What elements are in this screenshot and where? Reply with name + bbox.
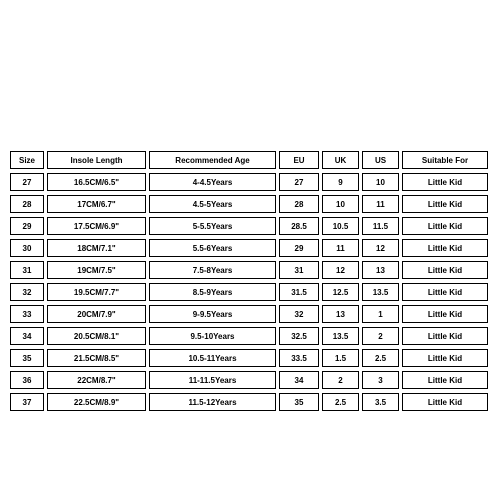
cell-us: 12	[362, 239, 399, 257]
cell-recommended-age: 10.5-11Years	[149, 349, 276, 367]
cell-uk: 2	[322, 371, 359, 389]
cell-uk: 12	[322, 261, 359, 279]
cell-insole-length: 22.5CM/8.9"	[47, 393, 146, 411]
cell-insole-length: 16.5CM/6.5"	[47, 173, 146, 191]
cell-us: 3.5	[362, 393, 399, 411]
cell-suitable-for: Little Kid	[402, 305, 488, 323]
cell-suitable-for: Little Kid	[402, 239, 488, 257]
cell-eu: 31.5	[279, 283, 319, 301]
cell-insole-length: 20.5CM/8.1"	[47, 327, 146, 345]
cell-insole-length: 17.5CM/6.9"	[47, 217, 146, 235]
cell-size: 29	[10, 217, 44, 235]
cell-eu: 27	[279, 173, 319, 191]
table-row	[10, 393, 488, 411]
cell-size: 31	[10, 261, 44, 279]
cell-suitable-for: Little Kid	[402, 217, 488, 235]
cell-suitable-for: Little Kid	[402, 393, 488, 411]
cell-uk: 2.5	[322, 393, 359, 411]
cell-recommended-age: 4-4.5Years	[149, 173, 276, 191]
header-size: Size	[10, 151, 44, 169]
cell-insole-length: 19.5CM/7.7"	[47, 283, 146, 301]
cell-suitable-for: Little Kid	[402, 195, 488, 213]
table-row	[10, 349, 488, 367]
cell-size: 35	[10, 349, 44, 367]
cell-us: 10	[362, 173, 399, 191]
cell-recommended-age: 9.5-10Years	[149, 327, 276, 345]
cell-eu: 32	[279, 305, 319, 323]
cell-uk: 10.5	[322, 217, 359, 235]
cell-recommended-age: 11-11.5Years	[149, 371, 276, 389]
cell-us: 11.5	[362, 217, 399, 235]
cell-us: 2.5	[362, 349, 399, 367]
cell-size: 36	[10, 371, 44, 389]
cell-uk: 13.5	[322, 327, 359, 345]
cell-suitable-for: Little Kid	[402, 371, 488, 389]
header-recommended-age: Recommended Age	[149, 151, 276, 169]
cell-us: 13.5	[362, 283, 399, 301]
table-row	[10, 239, 488, 257]
size-chart-table	[7, 147, 491, 415]
cell-size: 34	[10, 327, 44, 345]
cell-uk: 12.5	[322, 283, 359, 301]
header-eu: EU	[279, 151, 319, 169]
header-us: US	[362, 151, 399, 169]
cell-uk: 1.5	[322, 349, 359, 367]
cell-insole-length: 22CM/8.7"	[47, 371, 146, 389]
table-row	[10, 261, 488, 279]
cell-insole-length: 17CM/6.7"	[47, 195, 146, 213]
cell-size: 32	[10, 283, 44, 301]
cell-suitable-for: Little Kid	[402, 283, 488, 301]
table-row	[10, 195, 488, 213]
cell-eu: 35	[279, 393, 319, 411]
table-row	[10, 283, 488, 301]
cell-size: 33	[10, 305, 44, 323]
table-row	[10, 305, 488, 323]
cell-eu: 28	[279, 195, 319, 213]
cell-suitable-for: Little Kid	[402, 349, 488, 367]
table-header-row	[10, 151, 488, 169]
cell-us: 3	[362, 371, 399, 389]
cell-uk: 9	[322, 173, 359, 191]
cell-suitable-for: Little Kid	[402, 327, 488, 345]
cell-eu: 33.5	[279, 349, 319, 367]
table-row	[10, 173, 488, 191]
cell-insole-length: 20CM/7.9"	[47, 305, 146, 323]
cell-size: 27	[10, 173, 44, 191]
cell-recommended-age: 11.5-12Years	[149, 393, 276, 411]
cell-uk: 10	[322, 195, 359, 213]
cell-uk: 11	[322, 239, 359, 257]
cell-eu: 32.5	[279, 327, 319, 345]
header-suitable-for: Suitable For	[402, 151, 488, 169]
cell-recommended-age: 7.5-8Years	[149, 261, 276, 279]
table-row	[10, 327, 488, 345]
cell-insole-length: 18CM/7.1"	[47, 239, 146, 257]
header-insole-length: Insole Length	[47, 151, 146, 169]
cell-suitable-for: Little Kid	[402, 173, 488, 191]
cell-recommended-age: 4.5-5Years	[149, 195, 276, 213]
cell-recommended-age: 8.5-9Years	[149, 283, 276, 301]
cell-us: 11	[362, 195, 399, 213]
cell-us: 2	[362, 327, 399, 345]
header-uk: UK	[322, 151, 359, 169]
cell-size: 28	[10, 195, 44, 213]
cell-eu: 28.5	[279, 217, 319, 235]
cell-eu: 34	[279, 371, 319, 389]
cell-recommended-age: 5.5-6Years	[149, 239, 276, 257]
cell-insole-length: 19CM/7.5"	[47, 261, 146, 279]
table-row	[10, 371, 488, 389]
cell-eu: 31	[279, 261, 319, 279]
cell-us: 13	[362, 261, 399, 279]
table-row	[10, 217, 488, 235]
cell-suitable-for: Little Kid	[402, 261, 488, 279]
cell-uk: 13	[322, 305, 359, 323]
cell-recommended-age: 9-9.5Years	[149, 305, 276, 323]
cell-size: 37	[10, 393, 44, 411]
cell-recommended-age: 5-5.5Years	[149, 217, 276, 235]
cell-us: 1	[362, 305, 399, 323]
cell-eu: 29	[279, 239, 319, 257]
cell-size: 30	[10, 239, 44, 257]
cell-insole-length: 21.5CM/8.5"	[47, 349, 146, 367]
